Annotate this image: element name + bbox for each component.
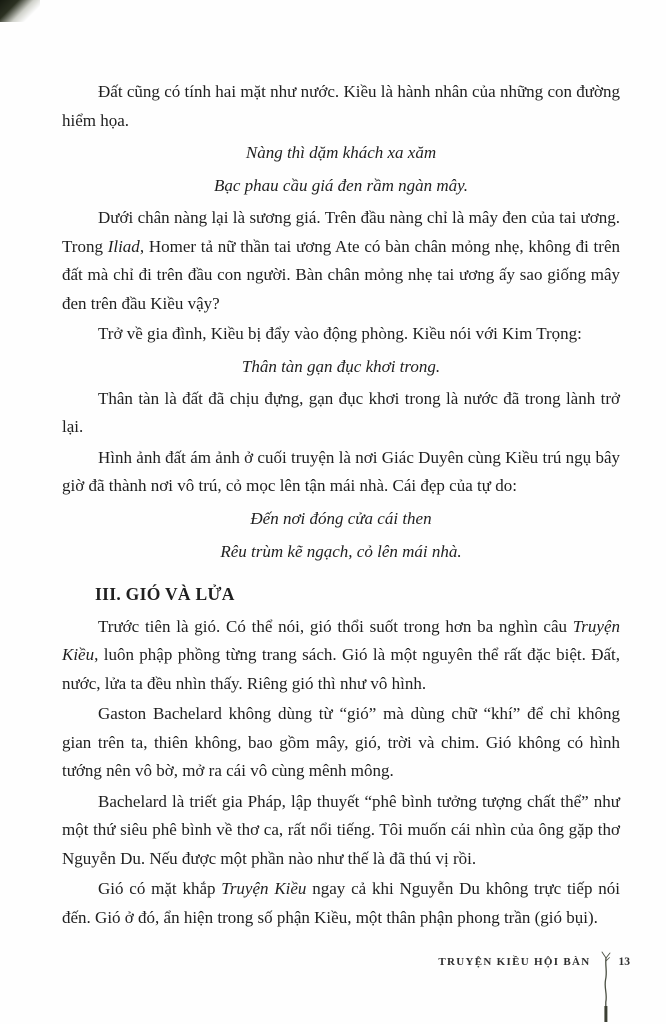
branch-ornament-icon — [599, 950, 613, 1022]
verse-line: Nàng thì dặm khách xa xăm — [245, 143, 437, 162]
paragraph: Thân tàn là đất đã chịu đựng, gạn đục khơi trong là nước đã trong lành trở lại. — [62, 388, 620, 436]
page-number: 13 — [618, 956, 630, 968]
page-footer — [438, 956, 630, 972]
photo-corner-artifact — [0, 0, 40, 22]
paragraph: Đất cũng có tính hai mặt như nước. Kiều là hành nhân của những con đường hiểm họa. — [62, 82, 620, 130]
paragraph: Dưới chân nàng lại là sương giá. Trên đầu nàng chỉ là mây đen của tai ương. Trong Iliad, Homer tả nữ thần tai ương Ate có bàn chân mỏng nhẹ, không đi trên đất mà chỉ đi trên đầu con người. Bàn chân mỏng nhẹ tai ương ấy sao giống mây đen trên đầu Kiều vậy? — [62, 208, 620, 313]
paragraph: Gió có mặt khắp Truyện Kiều ngay cả khi Nguyễn Du không trực tiếp nói đến. Gió ở đó, ẩn hiện trong số phận Kiều, một thân phận phong trần (gió bụi). — [62, 879, 620, 927]
paragraph: Gaston Bachelard không dùng từ “gió” mà dùng chữ “khí” để chỉ không gian trên ta, thiên không, bao gồm mây, gió, trời và chim. Gió không có hình tướng nên vô bờ, mở ra cái vô cùng mênh mông. — [62, 704, 620, 780]
running-title: TRUYỆN KIỀU HỘI BÀN — [438, 956, 591, 968]
verse-line: Rêu trùm kẽ ngạch, cỏ lên mái nhà. — [220, 541, 462, 561]
page-content — [62, 76, 620, 934]
paragraph: Trước tiên là gió. Có thể nói, gió thổi suốt trong hơn ba nghìn câu Truyện Kiều, luôn phập phồng từng trang sách. Gió là một nguyên thể rất đặc biệt. Đất, nước, lửa ta đều nhìn thấy. Riêng gió thì như vô hình. — [62, 616, 620, 693]
paragraph: Bachelard là triết gia Pháp, lập thuyết “phê bình tưởng tượng chất thể” như một thứ siêu phê bình về thơ ca, rất nổi tiếng. Tôi muốn cái nhìn của ông gặp thơ Nguyễn Du. Nếu được một phần nào như thế là đã thú vị rồi. — [62, 791, 620, 868]
verse-line: Thân tàn gạn đục khơi trong. — [241, 356, 441, 376]
verse-line: Đến nơi đóng cửa cái then — [250, 508, 432, 528]
paragraph: Hình ảnh đất ám ảnh ở cuối truyện là nơi Giác Duyên cùng Kiều trú ngụ bây giờ đã thành nơi vô trú, cỏ mọc lên tận mái nhà. Cái đẹp của tự do: — [62, 447, 620, 495]
paragraph: Trở về gia đình, Kiều bị đẩy vào động phòng. Kiều nói với Kim Trọng: — [98, 324, 582, 343]
verse-line: Bạc phau cầu giá đen rầm ngàn mây. — [213, 176, 469, 195]
section-heading: III. GIÓ VÀ LỬA — [95, 583, 235, 604]
